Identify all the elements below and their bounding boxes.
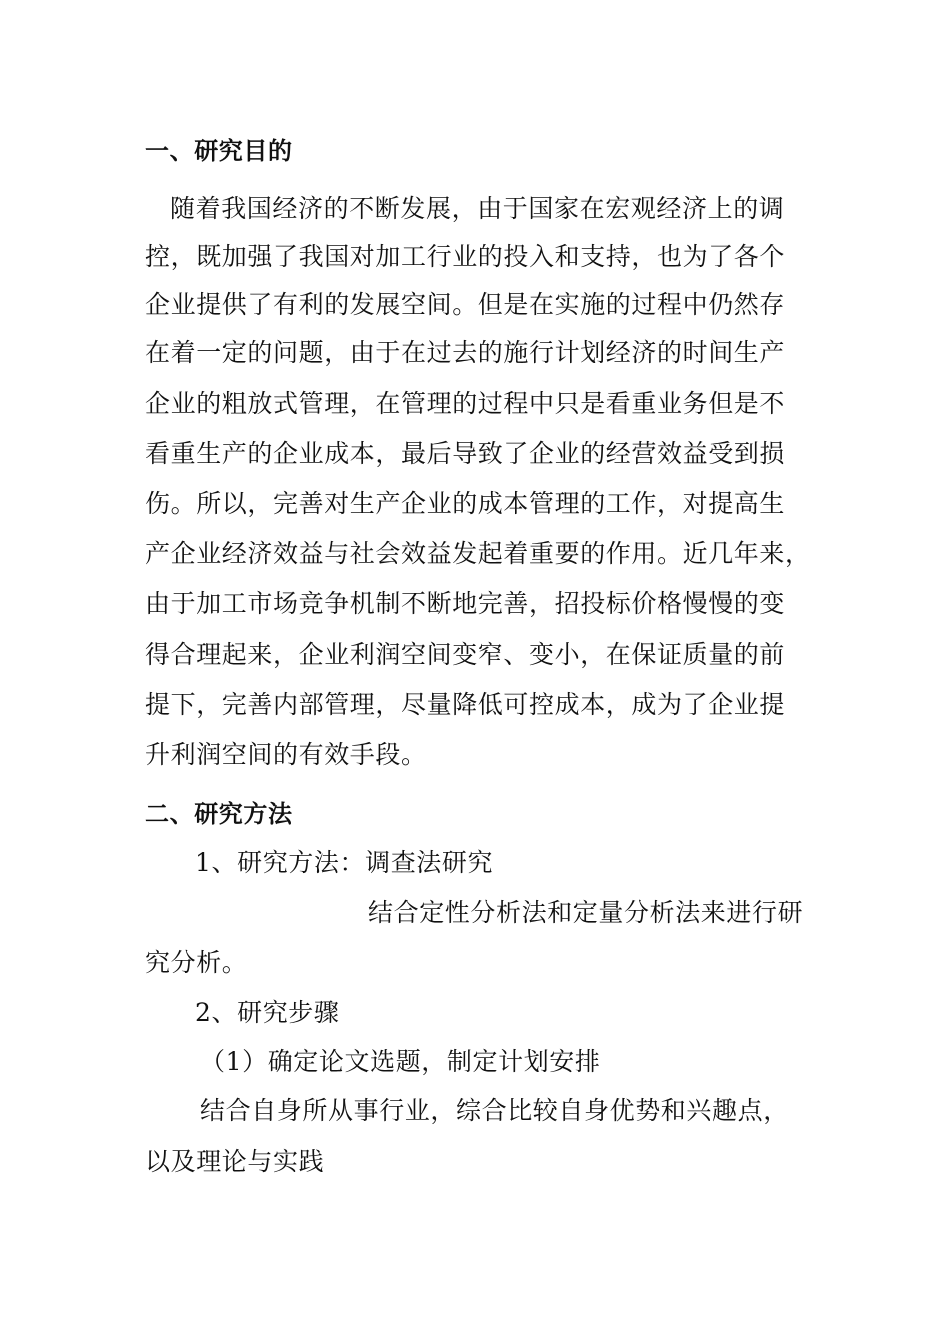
paragraph-line: 伤。所以，完善对生产企业的成本管理的工作，对提高生 — [145, 489, 786, 518]
steps-title: 2、研究步骤 — [195, 998, 340, 1027]
paragraph-line: 企业提供了有利的发展空间。但是在实施的过程中仍然存 — [145, 290, 786, 319]
paragraph-line: 产企业经济效益与社会效益发起着重要的作用。近几年来， — [145, 539, 811, 568]
paragraph-line: 企业的粗放式管理，在管理的过程中只是看重业务但是不 — [145, 389, 786, 418]
paragraph-line: 控，既加强了我国对加工行业的投入和支持，也为了各个 — [145, 242, 786, 271]
paragraph-line: 看重生产的企业成本，最后导致了企业的经营效益受到损 — [145, 439, 786, 468]
paragraph-line: 升利润空间的有效手段。 — [145, 740, 427, 769]
method-item-text: 结合定性分析法和定量分析法来进行研 — [368, 898, 804, 927]
step-title: （1）确定论文选题，制定计划安排 — [200, 1047, 601, 1076]
section-heading-methods: 二、研究方法 — [145, 800, 293, 828]
method-item-text: 究分析。 — [145, 948, 248, 977]
method-item-title: 1、研究方法：调查法研究 — [195, 848, 494, 877]
paragraph-line: 随着我国经济的不断发展，由于国家在宏观经济上的调 — [170, 194, 785, 223]
step-text: 以及理论与实践 — [145, 1147, 325, 1176]
section-heading-purpose: 一、研究目的 — [145, 137, 293, 165]
paragraph-line: 在着一定的问题，由于在过去的施行计划经济的时间生产 — [145, 338, 786, 367]
paragraph-line: 由于加工市场竞争机制不断地完善，招投标价格慢慢的变 — [145, 589, 786, 618]
paragraph-line: 提下，完善内部管理，尽量降低可控成本，成为了企业提 — [145, 690, 786, 719]
paragraph-line: 得合理起来，企业利润空间变窄、变小，在保证质量的前 — [145, 640, 786, 669]
step-text: 结合自身所从事行业，综合比较自身优势和兴趣点， — [200, 1096, 789, 1125]
